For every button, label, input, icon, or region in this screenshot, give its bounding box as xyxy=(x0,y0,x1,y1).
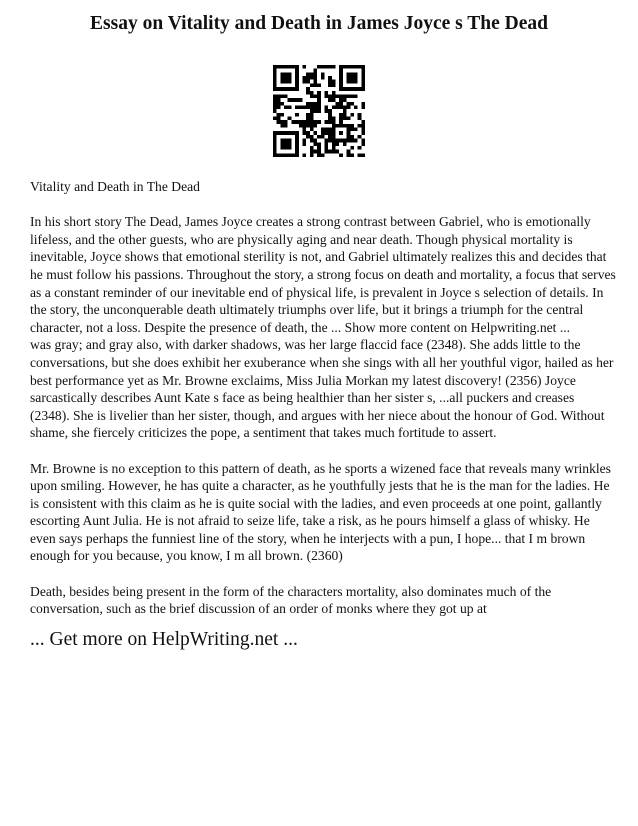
paragraph-1: In his short story The Dead, James Joyce creates a strong contrast between Gabriel, who is emotionally lifeless, and the other guests, who are physically aging and near death. Though physical mortality is inevitable, Joyce shows that emotional sterility is not, and Gabriel ultimately realizes this and decides that he must follow his passions. Throughout the story, a strong focus on death and mortality, a focus that serves as a constant reminder of our inevitable end of physical life, is prevalent in Joyce s selection of details. In the story, the unconquerable death ultimately triumphs over life, but it brings a triumph for the central character, not a loss. Despite the presence of death, the ... Show more content on Helpwriting.net ... xyxy=(30,214,616,335)
page-title: Essay on Vitality and Death in James Joyce s The Dead xyxy=(90,13,548,34)
qr-code-icon xyxy=(273,65,365,157)
get-more-link[interactable]: ... Get more on HelpWriting.net ... xyxy=(30,629,298,650)
essay-subtitle: Vitality and Death in The Dead xyxy=(30,179,200,194)
paragraph-4: Death, besides being present in the form of the characters mortality, also dominates much of the conversation, such as the brief discussion of an order of monks where they got up at xyxy=(30,583,552,617)
paragraph-3: Mr. Browne is no exception to this pattern of death, as he sports a wizened face that reveals many wrinkles upon smiling. However, he has quite a character, as he youthfully jests that he is the man for the ladies. He is consistent with this claim as he is quite social with the ladies, and even proceeds at one point, gallantly escorting Aunt Julia. He is not afraid to seize life, take a risk, as he pours himself a glass of whisky. He even says perhaps the funniest line of the story, when he interjects with a pun, I hope... that I m brown enough for you because, you know, I m all brown. (2360) xyxy=(30,460,611,564)
essay-body xyxy=(30,178,616,618)
paragraph-2: was gray; and gray also, with darker shadows, was her large flaccid face (2348). She adds little to the conversations, but she does exhibit her exuberance when she sings with all her youthful vigor, hailed as her best performance yet as Mr. Browne exclaims, Miss Julia Morkan my latest discovery! (2356) Joyce sarcastically describes Aunt Kate s face as being healthier than her sister s, ...all puckers and creases (2348). She is livelier than her sister, though, and argues with her niece about the honour of God. Without shame, she fiercely criticizes the pope, a sentiment that takes much fortitude to assert. xyxy=(30,337,614,441)
